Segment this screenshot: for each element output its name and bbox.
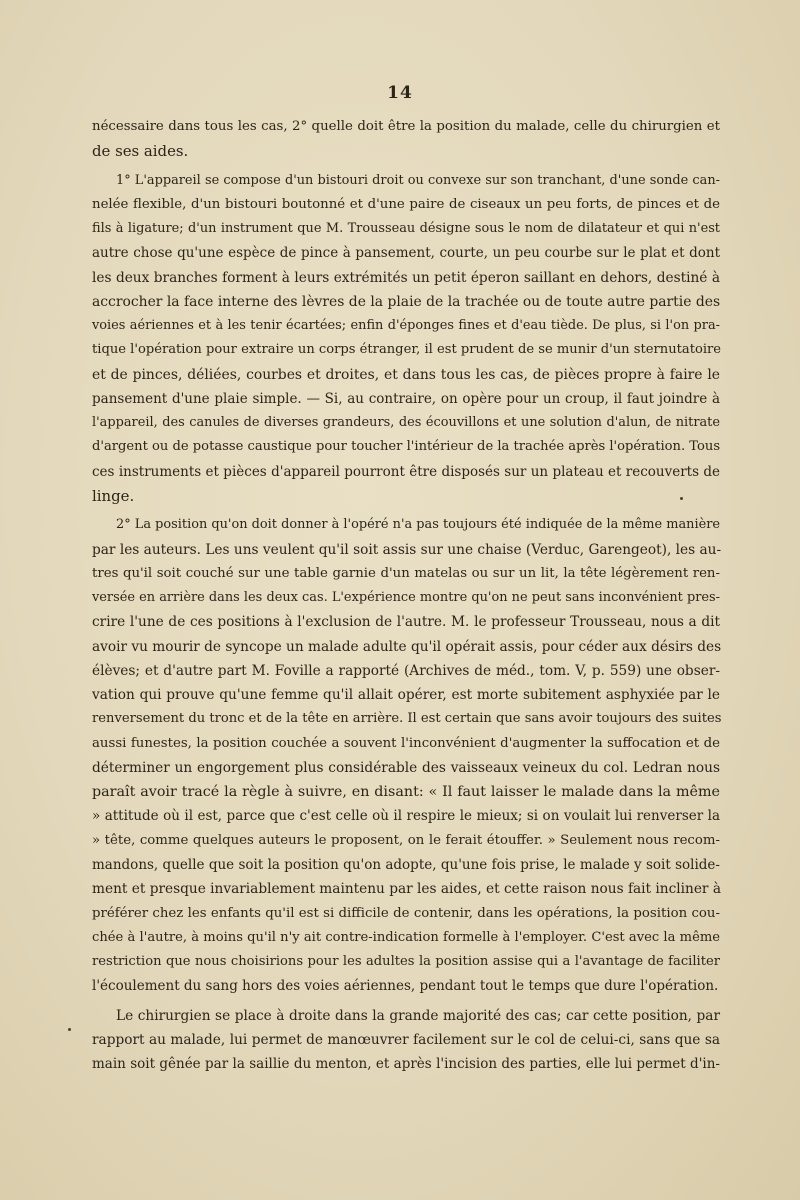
text-line: paraît avoir tracé la règle à suivre, en disant: « Il faut laisser le malade dans la même	[92, 784, 720, 801]
text-line: tres qu'il soit couché sur une table garnie d'un matelas ou sur un lit, la tête légèrement ren-	[92, 565, 720, 581]
text-line: crire l'une de ces positions à l'exclusion de l'autre. M. le professeur Trousseau, nous a dit	[92, 614, 720, 631]
text-line: préférer chez les enfants qu'il est si difficile de contenir, dans les opérations, la position cou-	[92, 905, 720, 921]
text-line: » tête, comme quelques auteurs le proposent, on le ferait étouffer. » Seulement nous recom-	[92, 832, 720, 848]
text-line: accrocher la face interne des lèvres de la plaie de la trachée ou de toute autre partie des	[92, 293, 721, 310]
text-line: par les auteurs. Les uns veulent qu'il soit assis sur une chaise (Verduc, Garengeot), les au-	[92, 541, 722, 558]
text-line: restriction que nous choisirions pour les adultes la position assise qui a l'avantage de faciliter	[92, 954, 720, 970]
paragraph-1	[92, 115, 720, 164]
text-line: déterminer un engorgement plus considérable des vaisseaux veineux du col. Ledran nous	[92, 759, 720, 776]
text-line: tique l'opération pour extraire un corps étranger, il est prudent de se munir d'un sternutatoire	[92, 342, 722, 358]
text-line: les deux branches forment à leurs extrémités un petit éperon saillant en dehors, destiné à	[92, 269, 720, 286]
text-line: » attitude où il est, parce que c'est celle où il respire le mieux; si on voulait lui renverser la	[92, 808, 720, 825]
ink-speck	[680, 497, 683, 500]
text-line: de ses aides.	[92, 142, 189, 161]
text-line: et de pinces, déliées, courbes et droites, et dans tous les cas, de pièces propre à faire le	[92, 366, 720, 383]
text-line: versée en arrière dans les deux cas. L'expérience montre qu'on ne peut sans inconvénient pres-	[92, 590, 720, 606]
ink-speck	[68, 1028, 71, 1031]
body-text	[92, 115, 720, 1076]
text-line: Le chirurgien se place à droite dans la grande majorité des cas; car cette position, par	[116, 1007, 720, 1024]
text-line: 2° La position qu'on doit donner à l'opéré n'a pas toujours été indiquée de la même manière	[116, 517, 720, 533]
text-line: renversement du tronc et de la tête en arrière. Il est certain que sans avoir toujours des suites	[92, 711, 722, 727]
text-line: d'argent ou de potasse caustique pour toucher l'intérieur de la trachée après l'opération. Tous	[92, 439, 721, 455]
paragraph-3	[92, 513, 720, 998]
text-line: main soit gênée par la saillie du menton, et après l'incision des parties, elle lui permet d'in-	[92, 1056, 720, 1073]
text-line: nécessaire dans tous les cas, 2° quelle doit être la position du malade, celle du chirurgien et	[92, 119, 720, 134]
text-line: l'écoulement du sang hors des voies aériennes, pendant tout le temps que dure l'opération.	[92, 978, 719, 995]
text-line: élèves; et d'autre part M. Foville a rapporté (Archives de méd., tom. V, p. 559) une obser-	[92, 662, 720, 679]
text-line: mandons, quelle que soit la position qu'on adopte, qu'une fois prise, le malade y soit solide-	[92, 856, 720, 873]
paragraph-4	[92, 1004, 720, 1077]
text-line: ment et presque invariablement maintenu par les aides, et cette raison nous fait incliner à	[92, 881, 721, 898]
text-line: avoir vu mourir de syncope un malade adulte qu'il opérait assis, pour céder aux désirs des	[92, 638, 722, 655]
text-line: chée à l'autre, à moins qu'il n'y ait contre-indication formelle à l'employer. C'est avec la même	[92, 929, 720, 945]
page-number: 14	[387, 83, 413, 103]
text-line: 1° L'appareil se compose d'un bistouri droit ou convexe sur son tranchant, d'une sonde can-	[116, 172, 720, 188]
text-line: l'appareil, des canules de diverses grandeurs, des écouvillons et une solution d'alun, de nitrate	[92, 415, 720, 431]
text-line: nelée flexible, d'un bistouri boutonné et d'une paire de ciseaux un peu forts, de pinces et de	[92, 196, 720, 212]
text-line: voies aériennes et à les tenir écartées; enfin d'éponges fines et d'eau tiède. De plus, si l'on pra-	[92, 318, 720, 334]
text-line: vation qui prouve qu'une femme qu'il allait opérer, est morte subitement asphyxiée par le	[92, 687, 720, 704]
text-line: pansement d'une plaie simple. — Si, au contraire, on opère pour un croup, il faut joindre à	[92, 390, 720, 407]
text-line: autre chose qu'une espèce de pince à pansement, courte, un peu courbe sur le plat et dont	[92, 245, 720, 262]
text-line: ces instruments et pièces d'appareil pourront être disposés sur un plateau et recouverts de	[92, 463, 720, 480]
text-line: fils à ligature; d'un instrument que M. Trousseau désigne sous le nom de dilatateur et qui n'est	[92, 221, 720, 237]
text-line: aussi funestes, la position couchée a souvent l'inconvénient d'augmenter la suffocation et de	[92, 735, 720, 751]
paragraph-2	[92, 169, 720, 509]
text-line: linge.	[92, 486, 135, 505]
text-line: rapport au malade, lui permet de manœuvrer facilement sur le col de celui-ci, sans que sa	[92, 1031, 720, 1048]
